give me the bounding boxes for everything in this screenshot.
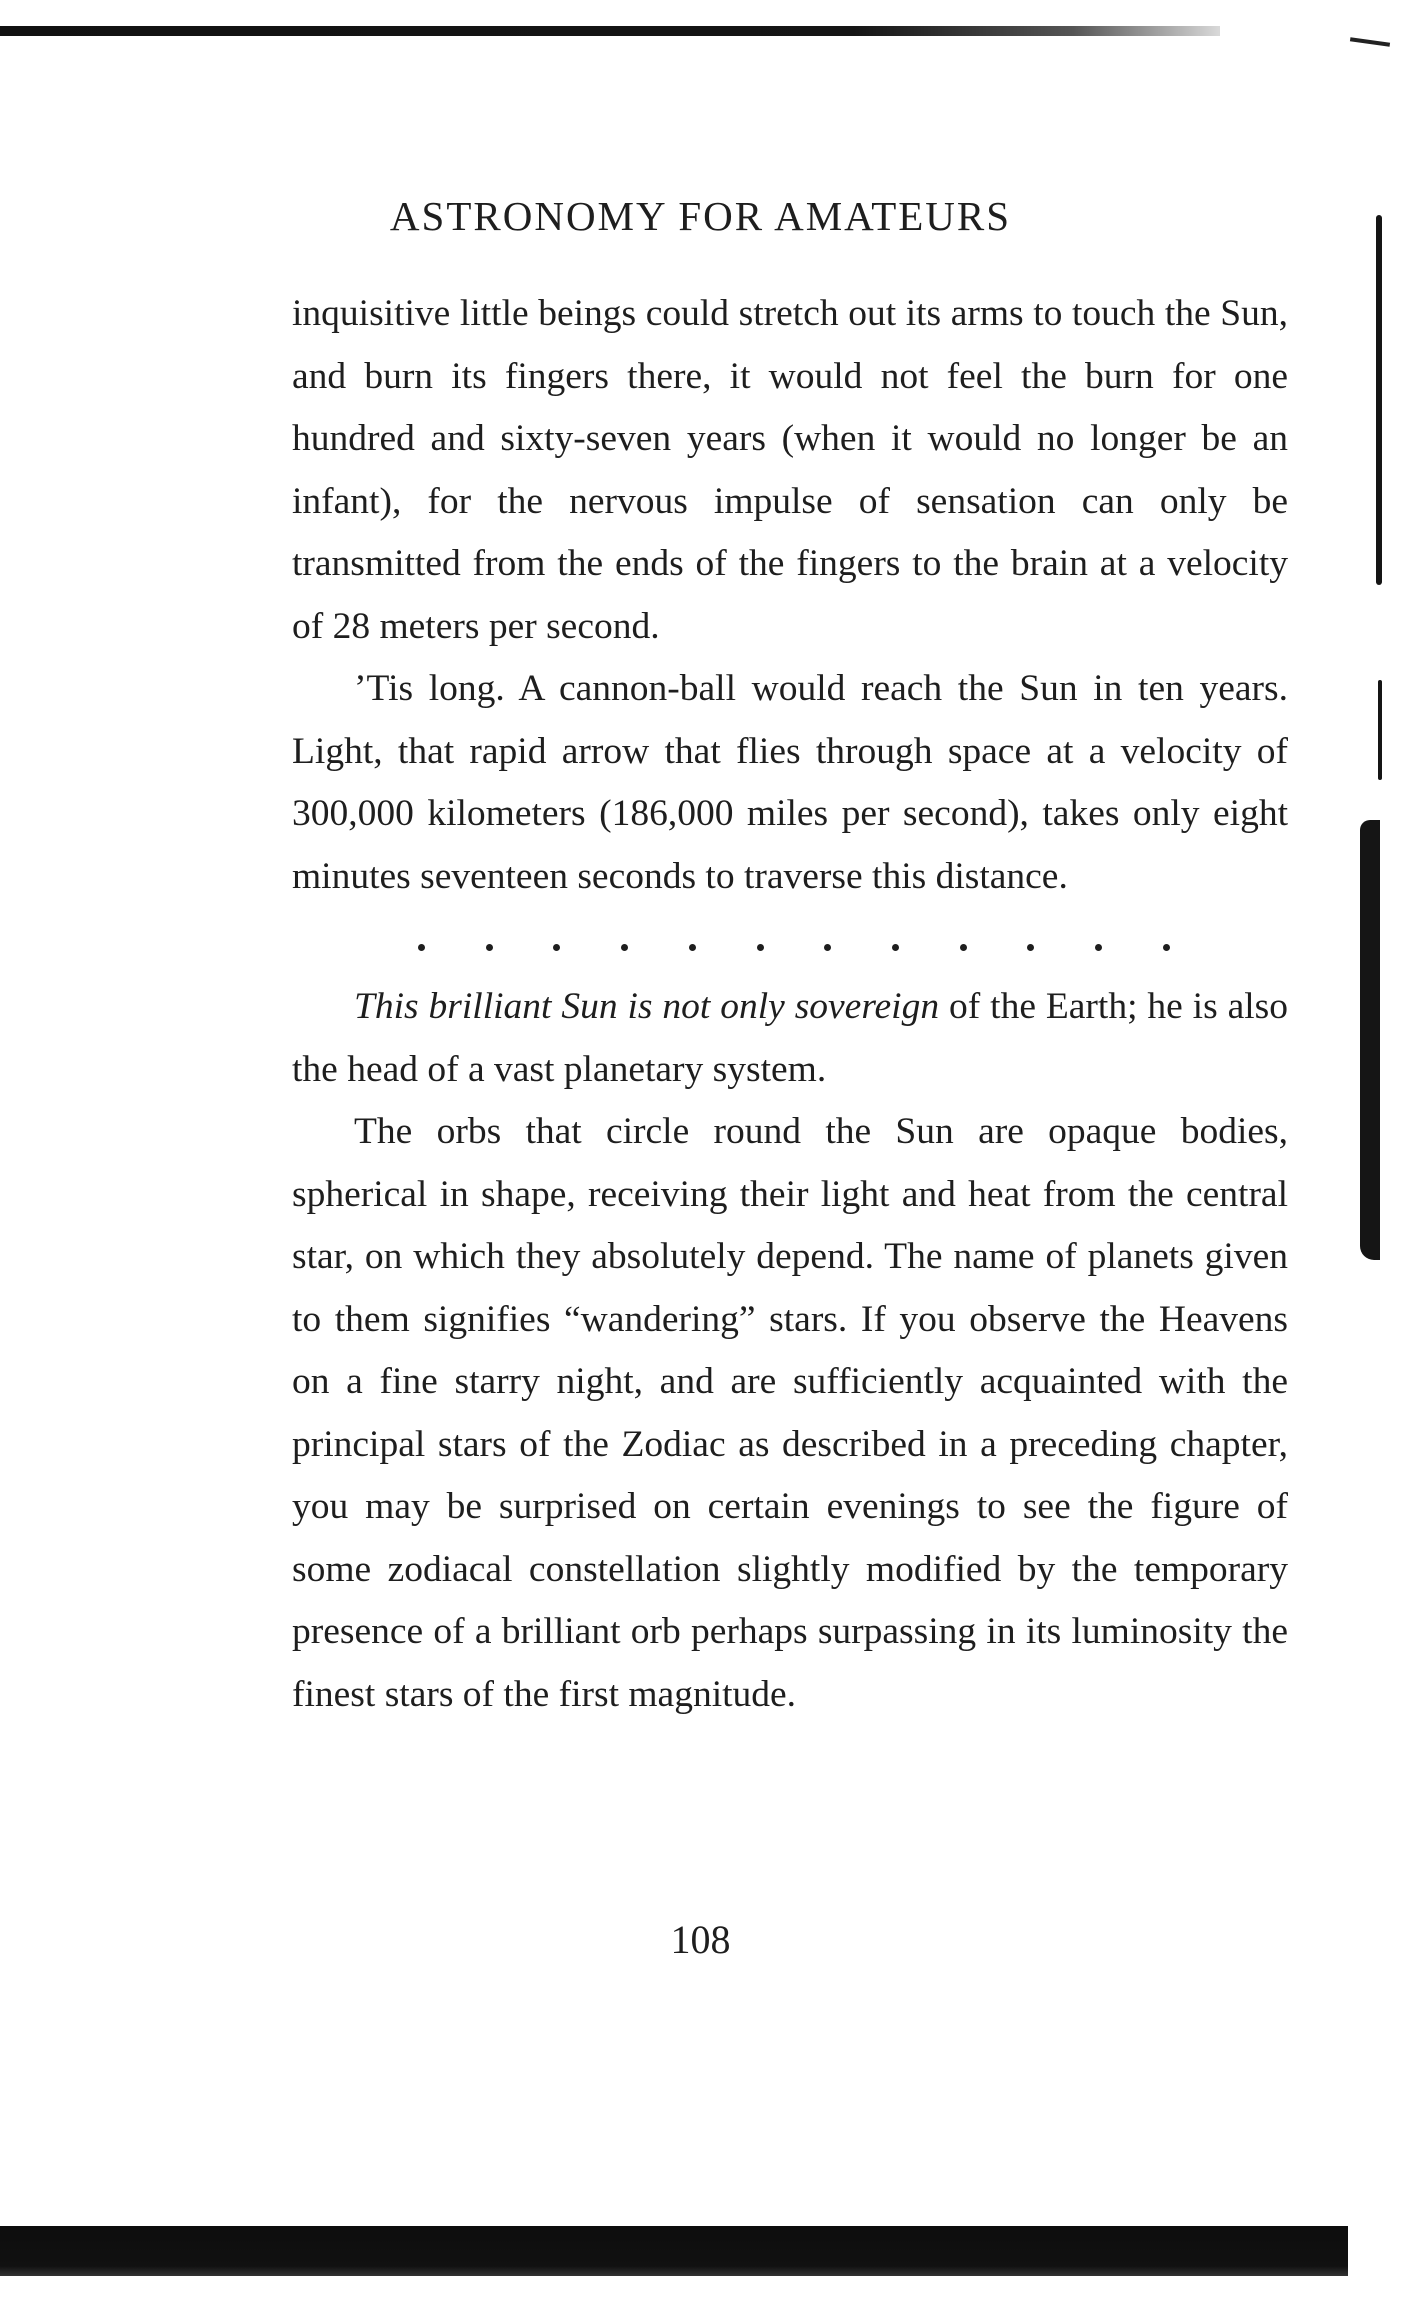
ornament-dot (757, 944, 764, 951)
ornament-dot (1163, 944, 1170, 951)
paragraph-4: The orbs that circle round the Sun are opaque bodies, spherical in shape, receiving their light and heat from the central star, on which they absolutely depend. The name of planets given to them signifies “wandering” stars. If you observe the Heavens on a fine starry night, and are sufficiently acquainted with the principal stars of the Zodiac as described in a preceding chapter, you may be surprised on certain evenings to see the figure of some zodiacal constellation slightly modified by the temporary presence of a brilliant orb perhaps surpassing in its luminosity the finest stars of the first magnitude. (292, 1111, 1288, 1715)
ornament-dot (1027, 944, 1034, 951)
paragraph-3-italic-lead: This brilliant Sun is not only sovereign (354, 986, 940, 1027)
ornament-dot (1095, 944, 1102, 951)
page-edge-shadow (1378, 680, 1382, 780)
ornament-dot (824, 944, 831, 951)
paragraph-2: ’Tis long. A cannon-ball would reach the Sun in ten years. Light, that rapid arrow that flies through space at a velocity of 300,000 kilometers (186,000 miles per second), takes only eight minutes seventeen seconds to traverse this distance. (292, 668, 1288, 897)
ornament-dot (621, 944, 628, 951)
top-rule-tail (1350, 37, 1390, 47)
page-number: 108 (670, 1917, 731, 1962)
ornament-dot (892, 944, 899, 951)
ornament-dot (418, 944, 425, 951)
body-text (292, 283, 1288, 1726)
ornament-dot (960, 944, 967, 951)
section-break-dots (418, 930, 1170, 964)
bottom-page-rule (0, 2226, 1348, 2276)
ornament-dot (689, 944, 696, 951)
paragraph-3-rest: of the Earth; he is also the head of a vast planetary system. (292, 986, 1288, 1090)
page-edge-shadow (1376, 215, 1382, 585)
paragraph-3 (292, 976, 1288, 1101)
ornament-dot (553, 944, 560, 951)
ornament-dot (486, 944, 493, 951)
paragraph-1: inquisitive little beings could stretch out its arms to touch the Sun, and burn its fingers there, it would not feel the burn for one hundred and sixty-seven years (when it would no longer be an infant), for the nervous impulse of sensation can only be transmitted from the ends of the fingers to the brain at a velocity of 28 meters per second. (292, 293, 1288, 647)
page-edge-shadow (1360, 820, 1380, 1260)
top-page-rule (0, 26, 1220, 36)
running-head: ASTRONOMY FOR AMATEURS (389, 193, 1012, 239)
